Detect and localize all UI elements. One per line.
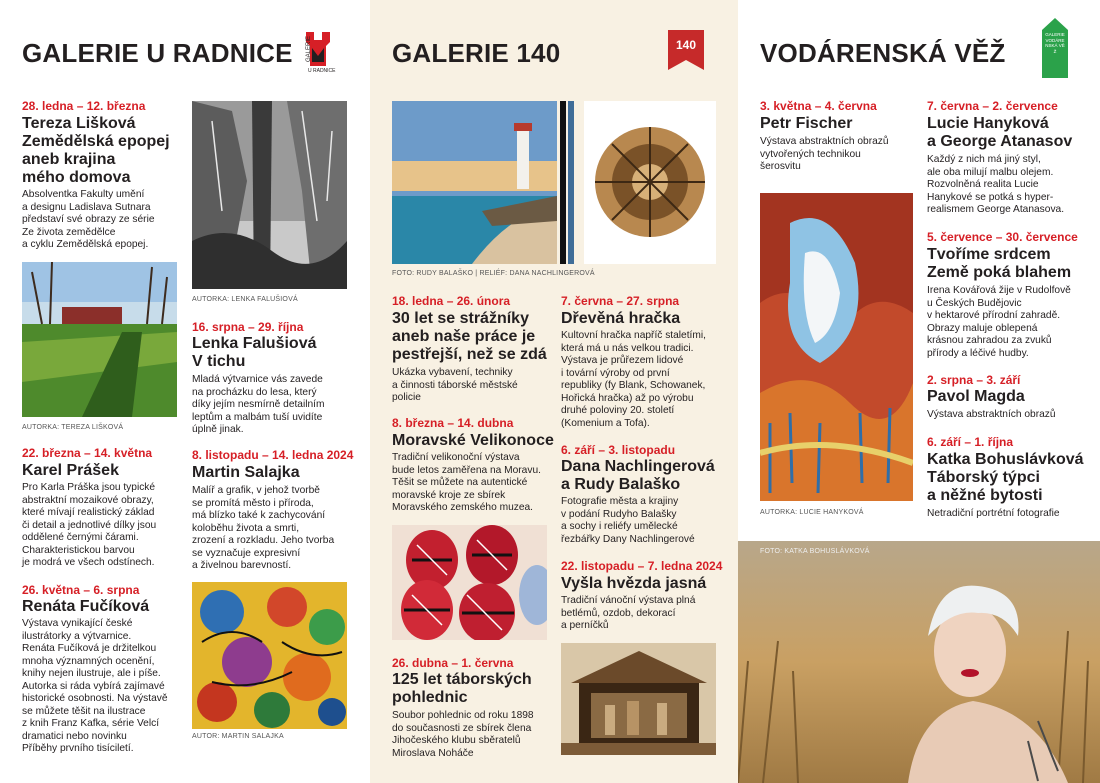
event-description: Výstava abstraktních obrazů (927, 409, 1056, 420)
event-title: 30 let se strážníky aneb naše práce je pestřejší, než se zdá (392, 310, 547, 363)
event-title: Tvoříme srdcem Země poká blahem (927, 246, 1072, 281)
lighthouse-and-relief-photo (392, 101, 716, 264)
expressive-painting-photo (192, 582, 347, 729)
photo-caption: FOTO: KATKA BOHUSLÁVKOVÁ (760, 548, 870, 555)
event-date: 7. června – 27. srpna (561, 294, 680, 308)
event-date: 22. března – 14. května (22, 446, 153, 460)
event-description: Fotografie města a krajiny v podání Rudyho Balašky a sochy i reliéfy umělecké řezbářky Dany Nachlingerové (561, 496, 695, 545)
event-date: 16. srpna – 29. října (192, 320, 304, 334)
event-title: 125 let táborských pohlednic (392, 671, 532, 706)
event-date: 2. srpna – 3. září (927, 373, 1021, 387)
event-title: Karel Prášek (22, 462, 119, 479)
event-date: 8. listopadu – 14. ledna 2024 (192, 448, 354, 462)
event-date: 6. září – 3. listopadu (561, 443, 676, 457)
event-title: Dřevěná hračka (561, 310, 681, 327)
event-description: Tradiční velikonoční výstava bude letos zaměřena na Moravu. Těšit se můžete na autentické moravské kroje ze sbírek Moravského zemského muzea. (392, 452, 541, 513)
event-date: 26. dubna – 1. června (392, 656, 514, 670)
event-description: Výstava abstraktních obrazů vytvořených technikou šerosvitu (760, 136, 889, 172)
event-description: Malíř a grafik, v jehož tvorbě se promítá město i příroda, má blízko také k zachycování koloběhu života a smrti, zrození a rozkladu. Jeho tvorba se vyznačuje expresivní a živelnou barevností. (192, 485, 335, 571)
event-description: Ukázka vybavení, techniky a činnosti táborské městské policie (392, 367, 518, 403)
event-date: 3. května – 4. června (760, 99, 877, 113)
photo-caption: AUTOR: MARTIN SALAJKA (192, 733, 284, 740)
event-title: Lenka Falušiová V tichu (192, 335, 317, 370)
event-date: 5. července – 30. července (927, 230, 1078, 244)
event-description: Výstava vynikající české ilustrátorky a výtvarnice. Renáta Fučíková je držitelkou mnoha významných ocenění, knihy nejen ilustruje, ale i píše. Autorka si ráda vybírá zajímavé historické osobnosti. Na výstavě se můžete těšit na ilustrace z knih Franz Kafka, série Velcí dramatici nebo novinku Příběhy prvního tisíciletí. (22, 618, 168, 754)
vodarenska-vez-logo: GALERIE VODÁRENSKÁ VĚŽ (1042, 18, 1068, 78)
event-title: Martin Salajka (192, 464, 300, 481)
event-description: Irena Kovářová žije v Rudolfově u Českých Budějovic v hektarové přírodní zahradě. Obrazy maluje oblepená krásnou zahradou za zvuků přírody a léčivé hudby. (927, 285, 1071, 359)
event-date: 28. ledna – 12. března (22, 99, 146, 113)
forest-etching-photo (192, 101, 347, 289)
event-title: Lucie Hanyková a George Atanasov (927, 115, 1073, 150)
photo-caption: FOTO: RUDY BALAŠKO | RELIÉF: DANA NACHLINGEROVÁ (392, 270, 595, 277)
event-description: Každý z nich má jiný styl, ale oba milují malbu olejem. Rozvolněná realita Lucie Hanykové se potká s hyper- realismem George Atanasova. (927, 154, 1065, 215)
event-title: Petr Fischer (760, 115, 853, 132)
event-description: Netradiční portrétní fotografie (927, 508, 1060, 519)
event-description: Mladá výtvarnice vás zavede na procházku do lesa, který díky jejím nesmírně detailním leptům a malbám tuší uvidíte úplně jinak. (192, 374, 325, 435)
portrait-photo (738, 541, 1100, 783)
photo-caption: AUTORKA: LUCIE HANYKOVÁ (760, 509, 864, 516)
event-date: 6. září – 1. října (927, 435, 1014, 449)
galerie-u-radnice-heading: GALERIE U RADNICE (22, 38, 293, 68)
event-title: Moravské Velikonoce (392, 432, 554, 449)
event-title: Katka Bohuslávková Táborský týpci a něžné bytosti (927, 451, 1084, 504)
event-title: Dana Nachlingerová a Rudy Balaško (561, 458, 715, 493)
svg-text:U RADNICE: U RADNICE (308, 68, 336, 74)
easter-eggs-photo (392, 525, 547, 640)
event-title: Pavol Magda (927, 388, 1025, 405)
vodarenska-vez-heading: VODÁRENSKÁ VĚŽ (760, 38, 1006, 68)
landscape-painting-photo (22, 262, 177, 417)
event-date: 18. ledna – 26. února (392, 294, 511, 308)
event-description: Pro Karla Práška jsou typické abstraktní mozaikové obrazy, které mívají realistický základ či detail a jednotlivé dílky jsou oddělené černými čárami. Charakteristickou barvou je modrá ve všech odstínech. (22, 482, 157, 568)
photo-caption: AUTORKA: TEREZA LIŠKOVÁ (22, 424, 124, 431)
event-title: Vyšla hvězda jasná (561, 575, 707, 592)
nativity-scene-photo (561, 643, 716, 755)
event-date: 7. června – 2. července (927, 99, 1058, 113)
galerie-140-heading: GALERIE 140 (392, 38, 561, 68)
event-description: Absolventka Fakulty umění a designu Ladislava Sutnara představí své obrazy ze série Ze života zemědělce a cyklu Zemědělská epopej. (22, 189, 155, 250)
event-title: Tereza Lišková Zemědělská epopej aneb krajina mého domova (22, 115, 170, 186)
event-description: Tradiční vánoční výstava plná betlémů, ozdob, dekorací a perníčků (561, 595, 696, 631)
svg-text:GALERIE: GALERIE (306, 35, 312, 62)
event-date: 26. května – 6. srpna (22, 583, 140, 597)
event-date: 8. března – 14. dubna (392, 416, 514, 430)
event-description: Kultovní hračka napříč staletími, která má u nás velkou tradici. Výstava je průřezem lidové i tovární výroby od první republiky (fy Blank, Schowanek, Hořická hračka) až po výrobu druhé poloviny 20. století (Komenium a Tofa). (561, 330, 706, 429)
event-date: 22. listopadu – 7. ledna 2024 (561, 559, 723, 573)
galerie-140-logo: 140 (668, 30, 704, 78)
event-description: Soubor pohlednic od roku 1898 do současnosti ze sbírek člena Jihočeského klubu sběratelů Miroslava Noháče (392, 710, 534, 759)
event-title: Renáta Fučíková (22, 598, 150, 615)
abstract-painting-photo (760, 193, 913, 501)
photo-caption: AUTORKA: LENKA FALUŠIOVÁ (192, 296, 298, 303)
galerie-u-radnice-logo (296, 28, 338, 74)
